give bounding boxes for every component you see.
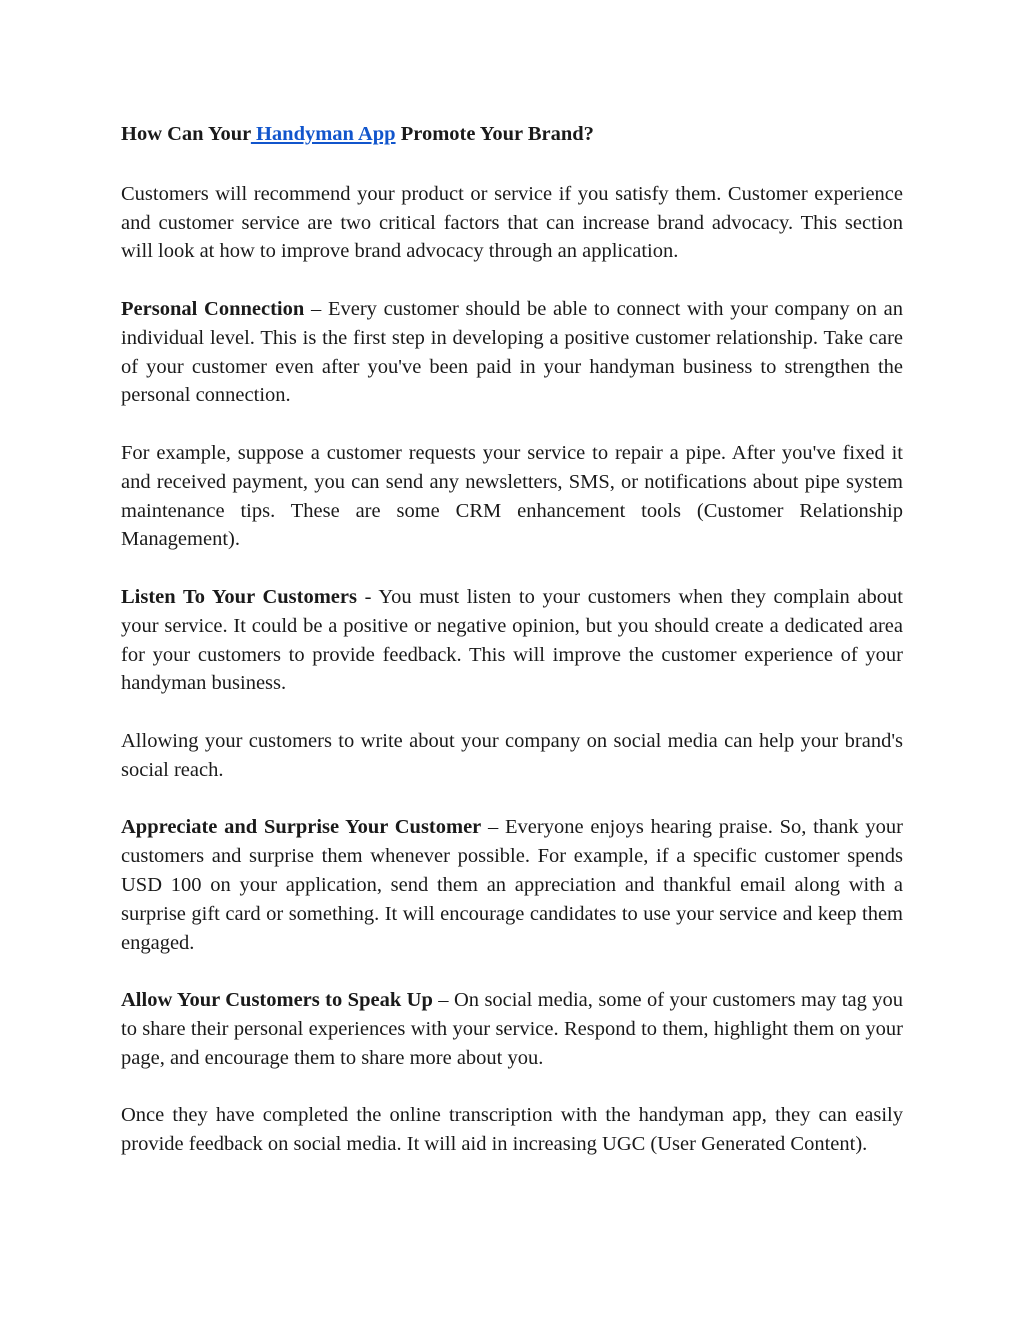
document-heading: [121, 117, 903, 151]
appreciate-title: Appreciate and Surprise Your Customer: [121, 816, 482, 839]
listen-paragraph: [121, 583, 903, 698]
personal-connection-body: – Every customer should be able to connect with your company on an individual level. This is the first step in developing a positive customer relationship. Take care of your customer even after you've been paid in your handyman business to strengthen the personal connection.: [121, 297, 903, 407]
speak-up-title: Allow Your Customers to Speak Up: [121, 989, 433, 1012]
speak-up-paragraph: [121, 986, 903, 1072]
personal-connection-title: Personal Connection: [121, 297, 305, 320]
example-paragraph: For example, suppose a customer requests your service to repair a pipe. After you've fixed it and received payment, you can send any newsletters, SMS, or notifications about pipe system maintenance tips. These are some CRM enhancement tools (Customer Relationship Management).: [121, 441, 903, 551]
closing-paragraph: Once they have completed the online transcription with the handyman app, they can easily provide feedback on social media. It will aid in increasing UGC (User Generated Content).: [121, 1104, 903, 1156]
heading-suffix: Promote Your Brand?: [395, 123, 594, 145]
handyman-app-link[interactable]: Handyman App: [250, 123, 396, 145]
listen-body: - You must listen to your customers when they complain about your service. It could be a positive or negative opinion, but you should create a dedicated area for your customers to provide feedback. This will improve the customer experience of your handyman business.: [121, 585, 903, 695]
social-paragraph: Allowing your customers to write about your company on social media can help your brand's social reach.: [121, 729, 903, 781]
intro-paragraph: Customers will recommend your product or service if you satisfy them. Customer experience and customer service are two critical factors that can increase brand advocacy. This section will look at how to improve brand advocacy through an application.: [121, 182, 903, 263]
document-page: [121, 117, 903, 1159]
appreciate-paragraph: [121, 813, 903, 957]
heading-prefix: How Can Your: [121, 123, 251, 145]
appreciate-body: – Everyone enjoys hearing praise. So, thank your customers and surprise them whenever possible. For example, if a specific customer spends USD 100 on your application, send them an appreciation and thankful email along with a surprise gift card or something. It will encourage candidates to use your service and keep them engaged.: [121, 816, 903, 954]
listen-title: Listen To Your Customers: [121, 585, 357, 608]
personal-connection-paragraph: [121, 295, 903, 410]
speak-up-body: – On social media, some of your customers may tag you to share their personal experiences with your service. Respond to them, highlight them on your page, and encourage them to share more about you.: [121, 989, 903, 1069]
